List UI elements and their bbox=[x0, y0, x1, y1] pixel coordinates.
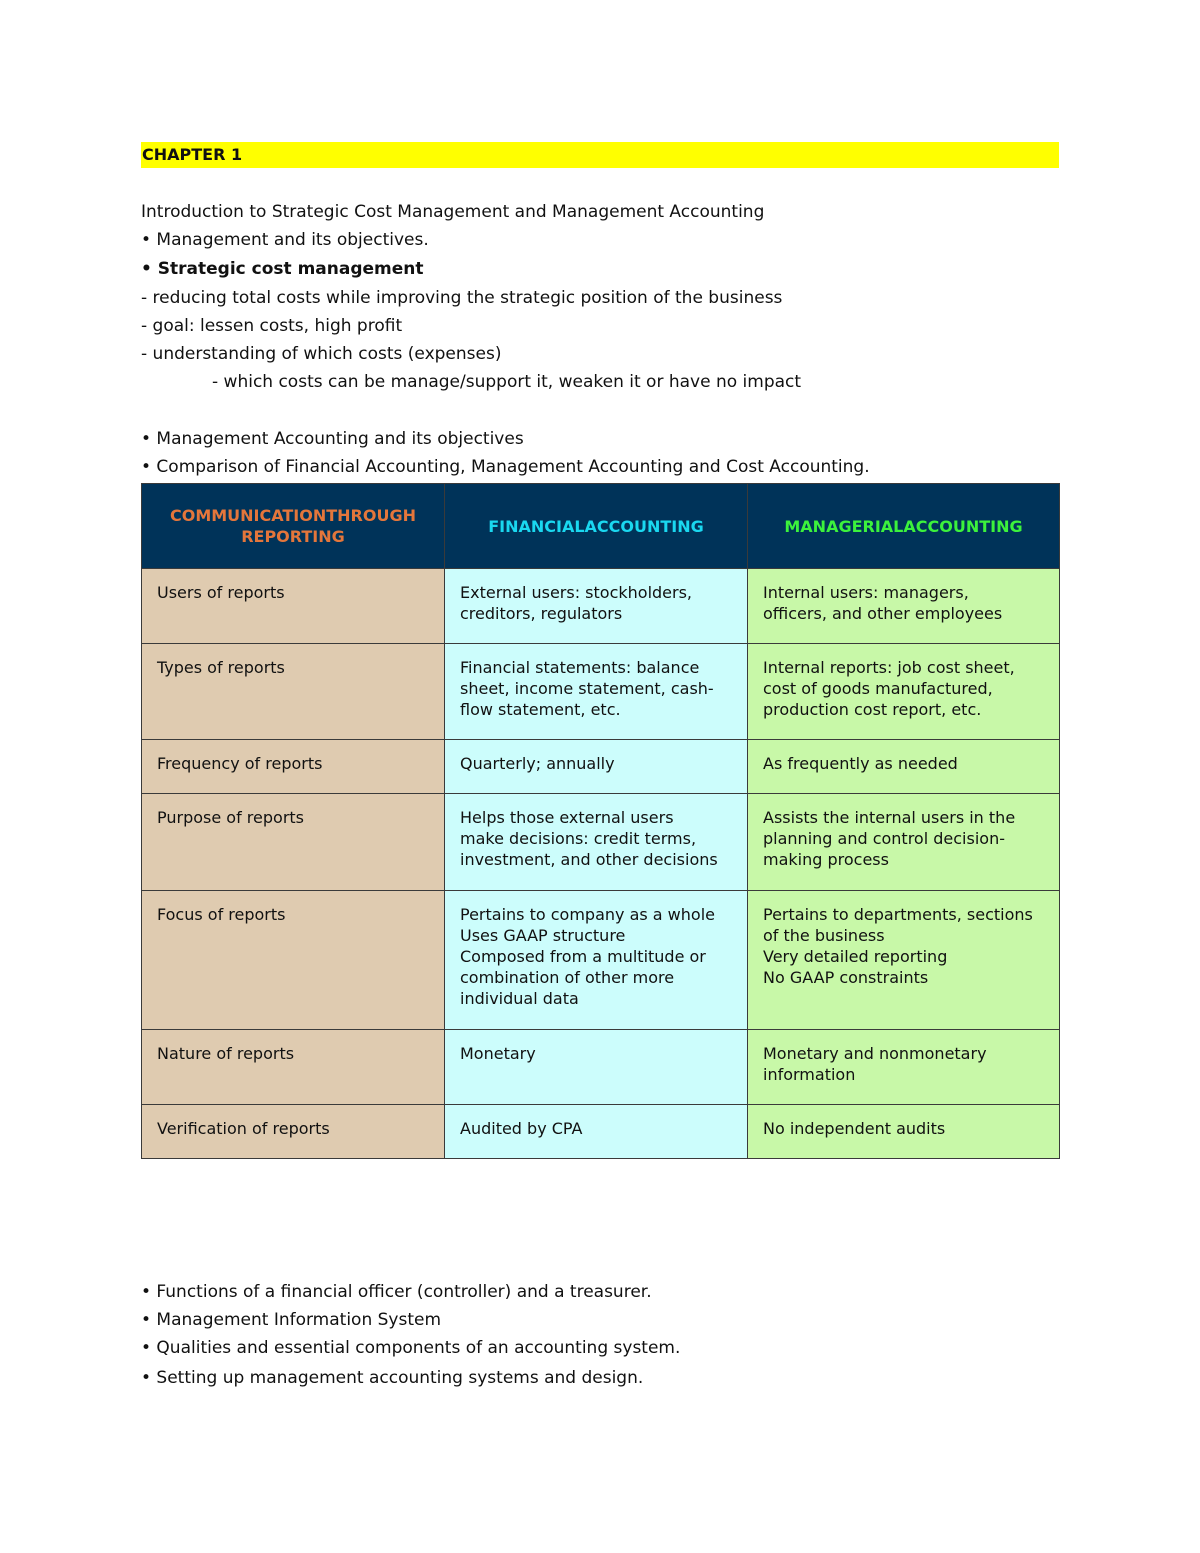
cell-line: Very detailed reporting bbox=[763, 947, 948, 966]
cell-line: External users: stockholders, bbox=[460, 583, 693, 602]
cell-line: Types of reports bbox=[157, 658, 285, 677]
bullet-mis: • Management Information System bbox=[141, 1310, 442, 1330]
financial-cell bbox=[445, 644, 748, 740]
bullet-financial-officer: • Functions of a financial officer (controller) and a treasurer. bbox=[141, 1282, 652, 1302]
cell-line: THROUGH REPORTING bbox=[241, 506, 416, 546]
cell-line: No GAAP constraints bbox=[763, 968, 929, 987]
table-row bbox=[142, 891, 1060, 1030]
row-label-cell bbox=[142, 569, 445, 644]
cell-line: Uses GAAP structure bbox=[460, 926, 626, 945]
chapter-heading bbox=[141, 142, 1059, 168]
financial-cell bbox=[445, 1105, 748, 1159]
cell-line: officers, and other employees bbox=[763, 604, 1003, 623]
header-financial-accounting bbox=[445, 484, 748, 569]
cell-line: Helps those external users bbox=[460, 808, 674, 827]
cell-line: Frequency of reports bbox=[157, 754, 323, 773]
financial-cell bbox=[445, 794, 748, 891]
dash-item-goal: - goal: lessen costs, high profit bbox=[141, 316, 403, 336]
header-managerial-accounting bbox=[748, 484, 1060, 569]
dash-item-reducing-costs: - reducing total costs while improving the strategic position of the business bbox=[141, 288, 783, 308]
chapter-heading-text: CHAPTER 1 bbox=[142, 145, 243, 164]
bullet-comparison: • Comparison of Financial Accounting, Management Accounting and Cost Accounting. bbox=[141, 457, 870, 477]
financial-cell bbox=[445, 569, 748, 644]
cell-line: Pertains to company as a whole bbox=[460, 905, 715, 924]
cell-line: ACCOUNTING bbox=[903, 516, 1023, 536]
cell-line: No independent audits bbox=[763, 1119, 946, 1138]
cell-line: Focus of reports bbox=[157, 905, 286, 924]
managerial-cell bbox=[748, 644, 1060, 740]
managerial-cell bbox=[748, 1105, 1060, 1159]
cell-line: MANAGERIAL bbox=[784, 516, 904, 536]
cell-line: make decisions: credit terms, bbox=[460, 829, 697, 848]
cell-line: flow statement, etc. bbox=[460, 700, 621, 719]
cell-line: Assists the internal users in the bbox=[763, 808, 1016, 827]
row-label-cell bbox=[142, 794, 445, 891]
intro-title: Introduction to Strategic Cost Management and Management Accounting bbox=[141, 202, 765, 222]
table-row bbox=[142, 644, 1060, 740]
managerial-cell bbox=[748, 569, 1060, 644]
bullet-strategic-cost-management: • Strategic cost management bbox=[141, 259, 424, 279]
cell-line: production cost report, etc. bbox=[763, 700, 982, 719]
cell-line: of the business bbox=[763, 926, 885, 945]
cell-line: cost of goods manufactured, bbox=[763, 679, 993, 698]
bullet-management-objectives: • Management and its objectives. bbox=[141, 230, 429, 250]
cell-line: Audited by CPA bbox=[460, 1119, 583, 1138]
cell-line: making process bbox=[763, 850, 889, 869]
table-header-row bbox=[142, 484, 1060, 569]
cell-line: Verification of reports bbox=[157, 1119, 330, 1138]
cell-line: creditors, regulators bbox=[460, 604, 623, 623]
cell-line: combination of other more bbox=[460, 968, 675, 987]
managerial-cell bbox=[748, 891, 1060, 1030]
cell-line: COMMUNICATION bbox=[169, 506, 327, 525]
table-row bbox=[142, 1105, 1060, 1159]
cell-line: As frequently as needed bbox=[763, 754, 958, 773]
managerial-cell bbox=[748, 1030, 1060, 1105]
cell-line: Quarterly; annually bbox=[460, 754, 615, 773]
sub-dash-item-which-costs: - which costs can be manage/support it, weaken it or have no impact bbox=[212, 372, 802, 392]
cell-line: Monetary and nonmonetary bbox=[763, 1044, 987, 1063]
cell-line: ACCOUNTING bbox=[584, 516, 704, 536]
row-label-cell bbox=[142, 1105, 445, 1159]
cell-line: sheet, income statement, cash- bbox=[460, 679, 714, 698]
financial-cell bbox=[445, 740, 748, 794]
row-label-cell bbox=[142, 644, 445, 740]
bullet-qualities: • Qualities and essential components of an accounting system. bbox=[141, 1338, 681, 1358]
table-row bbox=[142, 1030, 1060, 1105]
cell-line: Purpose of reports bbox=[157, 808, 305, 827]
bullet-setting-up: • Setting up management accounting systems and design. bbox=[141, 1368, 644, 1388]
managerial-cell bbox=[748, 794, 1060, 891]
dash-item-understanding: - understanding of which costs (expenses) bbox=[141, 344, 502, 364]
cell-line: Internal reports: job cost sheet, bbox=[763, 658, 1015, 677]
cell-line: investment, and other decisions bbox=[460, 850, 718, 869]
bullet-management-accounting: • Management Accounting and its objectives bbox=[141, 429, 524, 449]
cell-line: FINANCIAL bbox=[488, 516, 585, 536]
cell-line: Monetary bbox=[460, 1044, 536, 1063]
financial-cell bbox=[445, 1030, 748, 1105]
cell-line: Nature of reports bbox=[157, 1044, 295, 1063]
cell-line: Financial statements: balance bbox=[460, 658, 700, 677]
row-label-cell bbox=[142, 1030, 445, 1105]
header-communication bbox=[142, 484, 445, 569]
row-label-cell bbox=[142, 740, 445, 794]
table-row bbox=[142, 569, 1060, 644]
table-row bbox=[142, 794, 1060, 891]
cell-line: Users of reports bbox=[157, 583, 285, 602]
cell-line: Pertains to departments, sections bbox=[763, 905, 1033, 924]
cell-line: Composed from a multitude or bbox=[460, 947, 706, 966]
comparison-table bbox=[141, 483, 1060, 1159]
managerial-cell bbox=[748, 740, 1060, 794]
cell-line: planning and control decision- bbox=[763, 829, 1005, 848]
cell-line: individual data bbox=[460, 989, 579, 1008]
row-label-cell bbox=[142, 891, 445, 1030]
financial-cell bbox=[445, 891, 748, 1030]
cell-line: information bbox=[763, 1065, 856, 1084]
table-row bbox=[142, 740, 1060, 794]
cell-line: Internal users: managers, bbox=[763, 583, 969, 602]
